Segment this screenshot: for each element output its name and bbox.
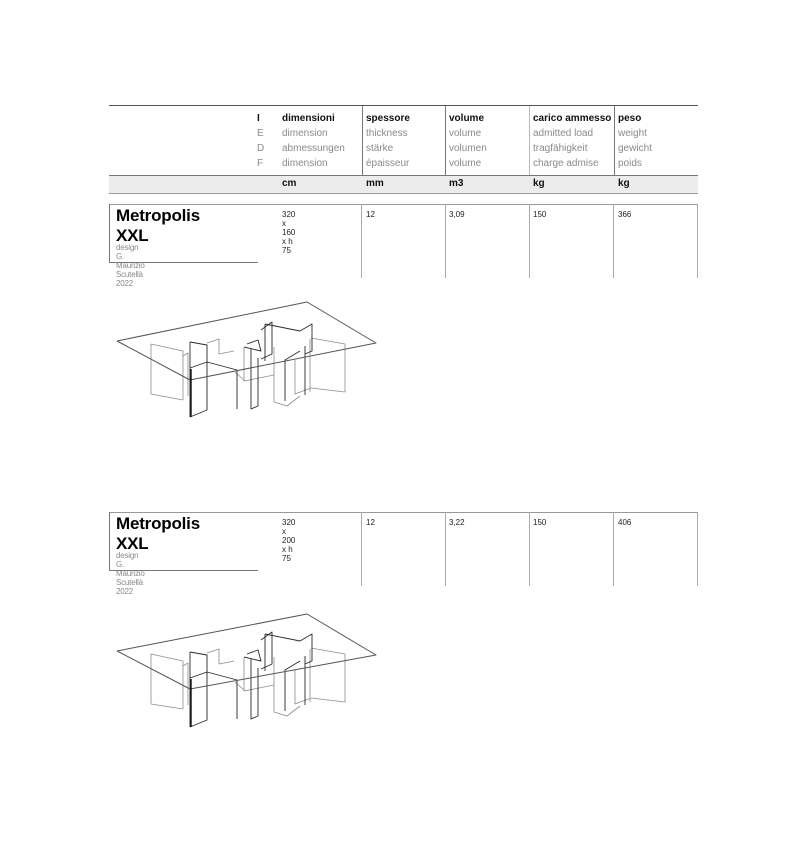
value-dimensions: 320 x 160 x h 75: [282, 210, 296, 255]
value-load: 150: [533, 210, 547, 219]
value-thickness: 12: [366, 210, 375, 219]
product-designer: design G. Maurizio Scutellà 2022: [116, 243, 145, 288]
col-load-en: admitted load: [533, 128, 594, 139]
unit-thickness: mm: [366, 178, 384, 189]
lang-fr: F: [257, 158, 264, 169]
lang-en: E: [257, 128, 264, 139]
product-name-underline: [109, 570, 258, 571]
cell-divider: [613, 204, 614, 278]
col-dimensions-en: dimension: [282, 128, 328, 139]
col-weight-en: weight: [618, 128, 647, 139]
value-thickness: 12: [366, 518, 375, 527]
header-top-rule: [109, 105, 698, 106]
unit-volume: m3: [449, 178, 464, 189]
unit-dimensions: cm: [282, 178, 297, 189]
header-divider: [362, 106, 363, 175]
col-dimensions-de: abmessungen: [282, 143, 345, 154]
product-top-rule: [109, 512, 698, 513]
product-left-rule: [109, 204, 110, 262]
col-weight-de: gewicht: [618, 143, 652, 154]
col-weight-fr: poids: [618, 158, 642, 169]
value-dimensions: 320 x 200 x h 75: [282, 518, 296, 563]
lang-de: D: [257, 143, 265, 154]
col-thickness-fr: épaisseur: [366, 158, 410, 169]
cell-divider: [697, 512, 698, 586]
header-divider: [614, 106, 615, 175]
lang-it: I: [257, 113, 260, 124]
col-volume-de: volumen: [449, 143, 487, 154]
value-volume: 3,09: [449, 210, 465, 219]
col-load-de: tragfähigkeit: [533, 143, 588, 154]
col-weight-it: peso: [618, 113, 642, 124]
header-divider: [445, 106, 446, 175]
table-glass-top-icon: [110, 296, 390, 424]
col-volume-en: volume: [449, 128, 482, 139]
unit-load: kg: [533, 178, 545, 189]
product-left-rule: [109, 512, 110, 570]
table-glass-top-icon: [110, 609, 390, 733]
col-volume-it: volume: [449, 113, 485, 124]
product-name: Metropolis XXL: [116, 514, 200, 553]
product-top-rule: [109, 204, 698, 205]
cell-divider: [529, 204, 530, 278]
cell-divider: [361, 204, 362, 278]
col-volume-fr: volume: [449, 158, 482, 169]
value-weight: 406: [618, 518, 632, 527]
col-thickness-it: spessore: [366, 113, 410, 124]
product-designer: design G. Maurizio Scutellà 2022: [116, 551, 145, 596]
cell-divider: [445, 204, 446, 278]
value-load: 150: [533, 518, 547, 527]
header-divider: [529, 106, 530, 175]
col-dimensions-fr: dimension: [282, 158, 328, 169]
product-name: Metropolis XXL: [116, 206, 200, 245]
col-load-fr: charge admise: [533, 158, 599, 169]
cell-divider: [529, 512, 530, 586]
cell-divider: [697, 204, 698, 278]
col-dimensions-it: dimensioni: [282, 113, 335, 124]
cell-divider: [445, 512, 446, 586]
value-volume: 3,22: [449, 518, 465, 527]
cell-divider: [361, 512, 362, 586]
value-weight: 366: [618, 210, 632, 219]
col-thickness-en: thickness: [366, 128, 408, 139]
cell-divider: [613, 512, 614, 586]
col-load-it: carico ammesso: [533, 113, 612, 124]
units-bar: [109, 175, 698, 194]
product-name-underline: [109, 262, 258, 263]
col-thickness-de: stärke: [366, 143, 394, 154]
unit-weight: kg: [618, 178, 630, 189]
